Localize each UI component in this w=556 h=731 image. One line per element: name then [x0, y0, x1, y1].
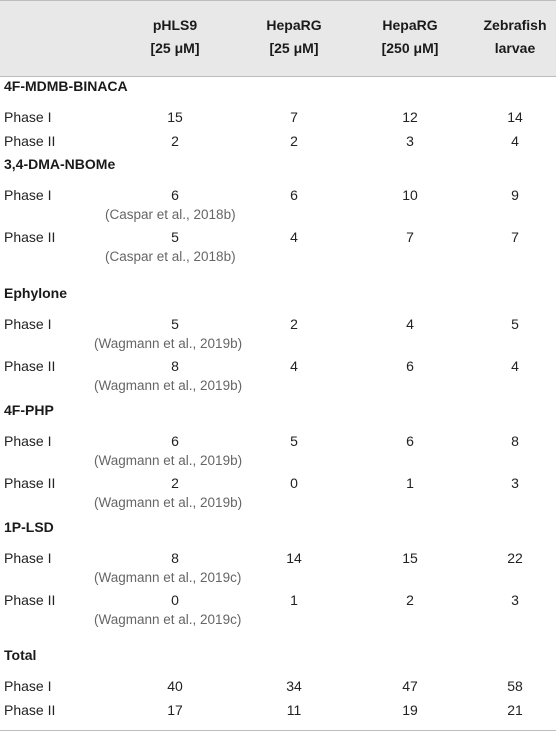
value-cell: 14 [507, 109, 523, 125]
group-label: 4F-MDMB-BINACA [4, 78, 128, 94]
phase-label: Phase II [4, 702, 56, 718]
value-cell: 3 [406, 133, 414, 149]
citation: (Wagmann et al., 2019c) [94, 570, 242, 585]
value-cell: 6 [171, 433, 179, 449]
value-cell: 7 [406, 229, 414, 245]
phase-label: Phase I [4, 316, 52, 332]
value-cell: 34 [286, 678, 302, 694]
header-col-1: pHLS9 [25 μM] [150, 17, 200, 56]
value-cell: 7 [511, 229, 519, 245]
group-label: Total [4, 647, 37, 663]
group-label: Ephylone [4, 285, 68, 301]
value-cell: 17 [167, 702, 183, 718]
value-cell: 4 [290, 229, 298, 245]
value-cell: 47 [402, 678, 418, 694]
phase-label: Phase I [4, 678, 52, 694]
phase-label: Phase I [4, 109, 52, 125]
value-cell: 5 [171, 316, 179, 332]
value-cell: 10 [402, 187, 418, 203]
value-cell: 15 [167, 109, 183, 125]
phase-label: Phase II [4, 475, 56, 491]
value-cell: 12 [402, 109, 418, 125]
value-cell: 3 [511, 475, 519, 491]
value-cell: 8 [171, 358, 179, 374]
value-cell: 8 [171, 550, 179, 566]
citation: (Wagmann et al., 2019b) [94, 495, 243, 510]
value-cell: 4 [511, 358, 519, 374]
value-cell: 0 [171, 592, 179, 608]
value-cell: 6 [406, 358, 414, 374]
value-cell: 40 [167, 678, 183, 694]
phase-label: Phase II [4, 229, 56, 245]
value-cell: 58 [507, 678, 523, 694]
value-cell: 1 [406, 475, 414, 491]
citation: (Caspar et al., 2018b) [105, 249, 236, 264]
phase-label: Phase II [4, 592, 56, 608]
value-cell: 4 [406, 316, 414, 332]
value-cell: 2 [171, 475, 179, 491]
value-cell: 9 [511, 187, 519, 203]
value-cell: 0 [290, 475, 298, 491]
citation: (Wagmann et al., 2019b) [94, 378, 243, 393]
phase-label: Phase I [4, 433, 52, 449]
value-cell: 5 [511, 316, 519, 332]
value-cell: 2 [290, 133, 298, 149]
group-label: 1P-LSD [4, 519, 54, 535]
value-cell: 6 [171, 187, 179, 203]
header-col-3: HepaRG [250 μM] [381, 17, 439, 56]
value-cell: 21 [507, 702, 523, 718]
value-cell: 4 [511, 133, 519, 149]
value-cell: 22 [507, 550, 523, 566]
phase-label: Phase I [4, 187, 52, 203]
value-cell: 15 [402, 550, 418, 566]
group-label: 3,4-DMA-NBOMe [4, 156, 116, 172]
value-cell: 7 [290, 109, 298, 125]
citation: (Wagmann et al., 2019b) [94, 336, 243, 351]
value-cell: 19 [402, 702, 418, 718]
value-cell: 1 [290, 592, 298, 608]
value-cell: 5 [171, 229, 179, 245]
phase-label: Phase II [4, 358, 56, 374]
value-cell: 11 [286, 702, 302, 718]
value-cell: 14 [286, 550, 302, 566]
header-col-2: HepaRG [25 μM] [266, 17, 322, 56]
group-label: 4F-PHP [4, 402, 54, 418]
citation: (Wagmann et al., 2019b) [94, 453, 243, 468]
citation: (Caspar et al., 2018b) [105, 207, 236, 222]
value-cell: 2 [171, 133, 179, 149]
phase-label: Phase II [4, 133, 56, 149]
header-col-4: Zebrafish larvae [483, 17, 547, 56]
value-cell: 6 [290, 187, 298, 203]
top-rule [0, 0, 556, 1]
value-cell: 2 [406, 592, 414, 608]
value-cell: 3 [511, 592, 519, 608]
value-cell: 8 [511, 433, 519, 449]
value-cell: 6 [406, 433, 414, 449]
citation: (Wagmann et al., 2019c) [94, 612, 242, 627]
value-cell: 2 [290, 316, 298, 332]
value-cell: 5 [290, 433, 298, 449]
phase-label: Phase I [4, 550, 52, 566]
value-cell: 4 [290, 358, 298, 374]
header-rule [0, 76, 556, 77]
